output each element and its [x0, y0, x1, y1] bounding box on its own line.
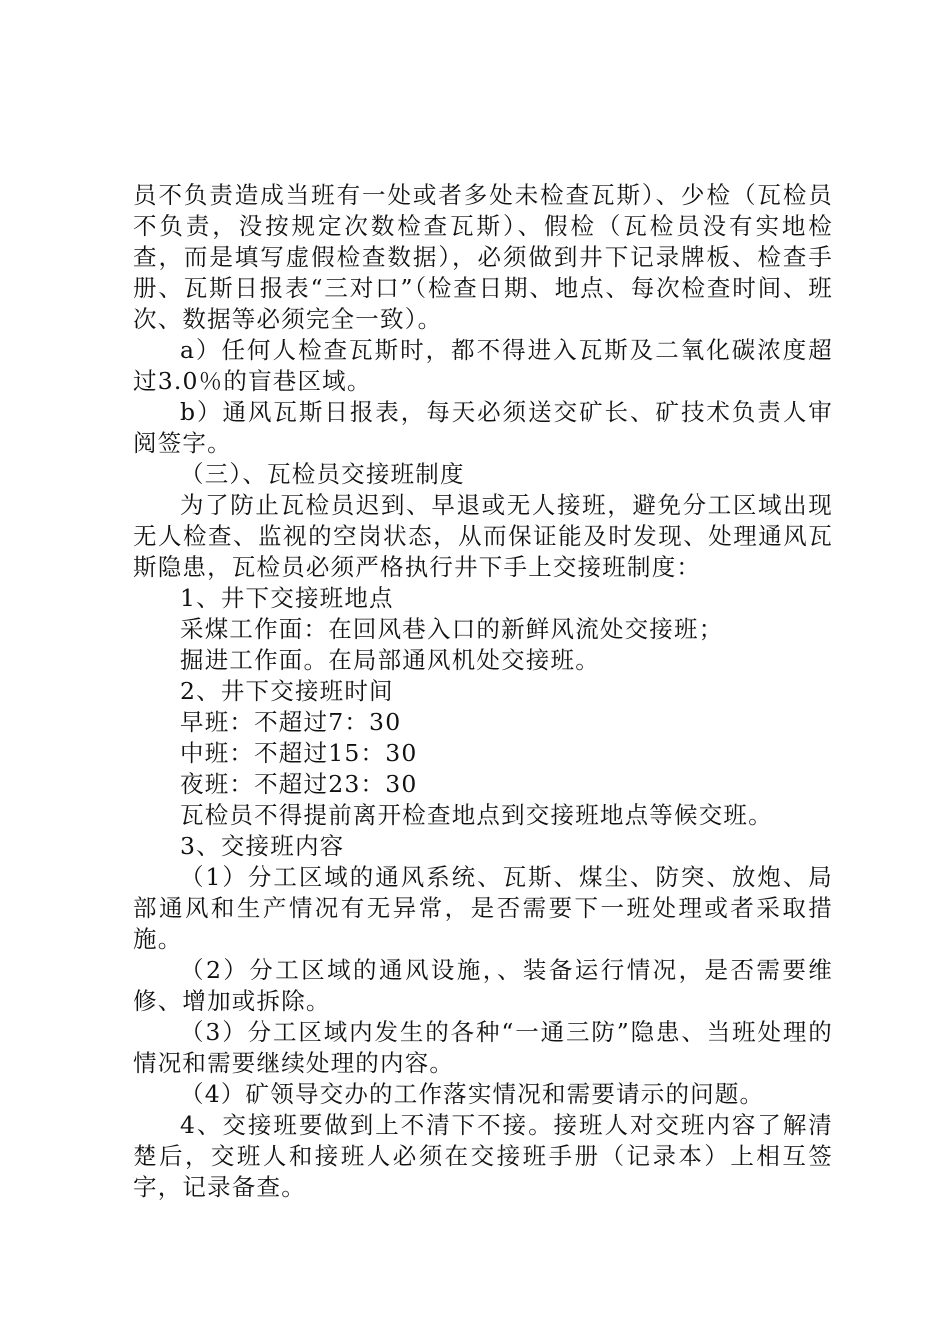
- paragraph-content-item-1: （1）分工区域的通风系统、瓦斯、煤尘、防突、放炮、局部通风和生产情况有无异常，是否需要下一班处理或者采取措施。: [133, 863, 833, 953]
- paragraph-item-b: b）通风瓦斯日报表，每天必须送交矿长、矿技术负责人审阅签字。: [133, 398, 833, 457]
- paragraph-content-item-2: （2）分工区域的通风设施，、装备运行情况，是否需要维修、增加或拆除。: [133, 956, 833, 1015]
- paragraph-content-item-3: （3）分工区域内发生的各种“一通三防”隐患、当班处理的情况和需要继续处理的内容。: [133, 1018, 833, 1077]
- paragraph-content-item-4: （4）矿领导交办的工作落实情况和需要请示的问题。: [180, 1080, 765, 1108]
- paragraph-handover-intro: 为了防止瓦检员迟到、早退或无人接班，避免分工区域出现无人检查、监视的空岗状态，从而保证能及时发现、处理通风瓦斯隐患，瓦检员必须严格执行井下手上交接班制度：: [133, 491, 833, 581]
- paragraph-item-a: a）任何人检查瓦斯时，都不得进入瓦斯及二氧化碳浓度超过3.0％的盲巷区域。: [133, 336, 833, 395]
- subheading-handover-content: 3、交接班内容: [180, 832, 345, 860]
- document-body: [133, 180, 833, 1203]
- paragraph-morning-shift: 早班：不超过7：30: [180, 708, 402, 736]
- paragraph-night-shift: 夜班：不超过23：30: [180, 770, 418, 798]
- section-heading-handover: （三）、瓦检员交接班制度: [180, 460, 465, 488]
- paragraph-mining-face: 采煤工作面：在回风巷入口的新鲜风流处交接班；: [180, 615, 724, 643]
- paragraph-no-early-leave: 瓦检员不得提前离开检查地点到交接班地点等候交班。: [180, 801, 773, 829]
- paragraph-heading-face: 掘进工作面。在局部通风机处交接班。: [180, 646, 600, 674]
- paragraph-middle-shift: 中班：不超过15：30: [180, 739, 418, 767]
- subheading-handover-time: 2、井下交接班时间: [180, 677, 394, 705]
- subheading-handover-location: 1、井下交接班地点: [180, 584, 394, 612]
- paragraph-handover-rule-4: 4、交接班要做到上不清下不接。接班人对交班内容了解清楚后，交班人和接班人必须在交接班手册（记录本）上相互签字，记录备查。: [133, 1111, 833, 1201]
- paragraph-gas-check-continuation: 员不负责造成当班有一处或者多处未检查瓦斯）、少检（瓦检员不负责，没按规定次数检查瓦斯）、假检（瓦检员没有实地检查，而是填写虚假检查数据），必须做到井下记录牌板、检查手册、瓦斯日报表“三对口”（检查日期、地点、每次检查时间、班次、数据等必须完全一致）。: [133, 181, 833, 333]
